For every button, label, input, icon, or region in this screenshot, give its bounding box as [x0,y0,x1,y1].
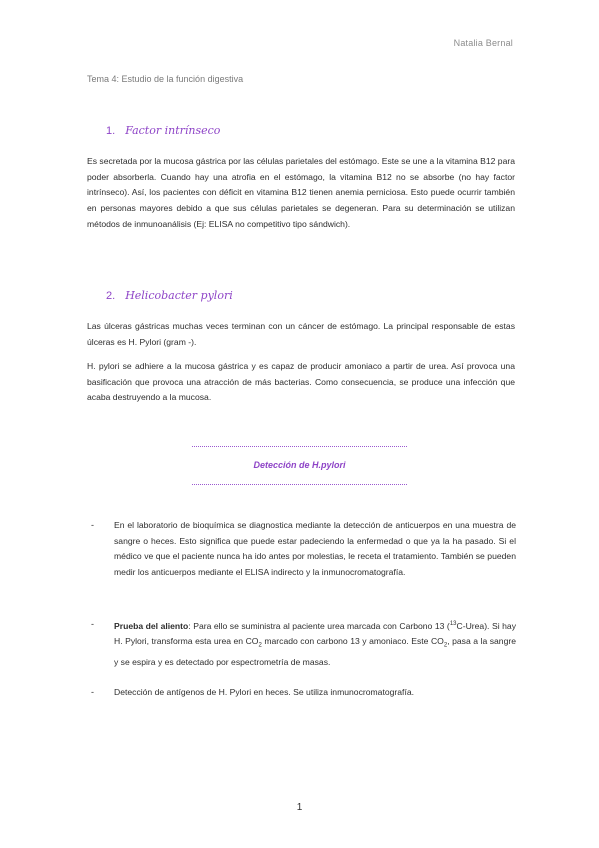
author-name: Natalia Bernal [453,38,513,48]
callout-top-divider [192,446,407,447]
paragraph-factor-intrinseco: Es secretada por la mucosa gástrica por las células parietales del estómago. Este se une a la vitamina B12 para poder absorberla. Cuando hay una atrofia en el estómago, la vitamina B12 no se absorbe (no hay factor intrínseco). Así, los pacientes con déficit en vitamina B12 tienen anemia perniciosa. Esto puede ocurrir también en personas mayores debido a que sus células parietales se degeneran. Para su determinación se utilizan métodos de inmunoanálisis (Ej: ELISA no competitivo tipo sándwich). [87,156,516,229]
bullet-item-anticuerpos: En el laboratorio de bioquímica se diagnostica mediante la detección de anticuerpos en una muestra de sangre o heces. Esto significa que puede estar padeciendo la enfermedad o que ya la ha pasado. Si el médico ve que el paciente nunca ha ido antes por molestias, le receta el tratamiento. También se pueden medir los anticuerpos mediante el ELISA indirecto y la inmunocromatografía. [114,520,516,577]
bullet-dash: - [91,687,94,697]
callout-bottom-divider [192,484,407,485]
bullet-dash: - [91,520,94,530]
section-title: Helicobacter pylori [125,289,233,302]
section-number: 1. [106,125,116,137]
superscript: 13 [449,621,457,627]
paragraph-ulceras: Las úlceras gástricas muchas veces terminan con un cáncer de estómago. La principal responsable de estas úlceras es H. Pylori (gram -). [87,321,515,347]
bold-label: Prueba del aliento [114,620,189,631]
subscript: 2 [443,643,448,650]
subscript: 2 [258,643,262,650]
paragraph-h-pylori: H. pylori se adhiere a la mucosa gástrica y es capaz de producir amoniaco a partir de urea. Así provoca una basificación que provoca una atracción de más bacterias. Como consecuencia, se produce una infección que acaba destruyendo a la mucosa. [87,361,515,403]
bullet-item-prueba-aliento [114,617,516,670]
text-run: , pasa a la sangre y se espira y es detectado por espectrometría de masas. [114,636,517,667]
text-run: C-Urea). Si hay H. Pylori, transforma esta urea en CO [114,620,516,647]
text-run: marcado con carbono 13 y amoniaco. Este CO [261,636,444,647]
section-title: Factor intrínseco [125,124,221,137]
section-heading-helicobacter [106,289,233,302]
page-number: 1 [296,802,303,813]
callout-title: Detección de H.pylori [253,460,346,470]
section-heading-factor-intrinseco [106,124,220,137]
section-number: 2. [106,290,116,302]
chapter-title: Tema 4: Estudio de la función digestiva [87,74,244,84]
bullet-dash: - [91,619,94,629]
bullet-item-antigenos: Detección de antígenos de H. Pylori en heces. Se utiliza inmunocromatografía. [114,687,414,697]
text-run: : Para ello se suministra al paciente urea marcada con Carbono 13 ( [188,620,450,631]
